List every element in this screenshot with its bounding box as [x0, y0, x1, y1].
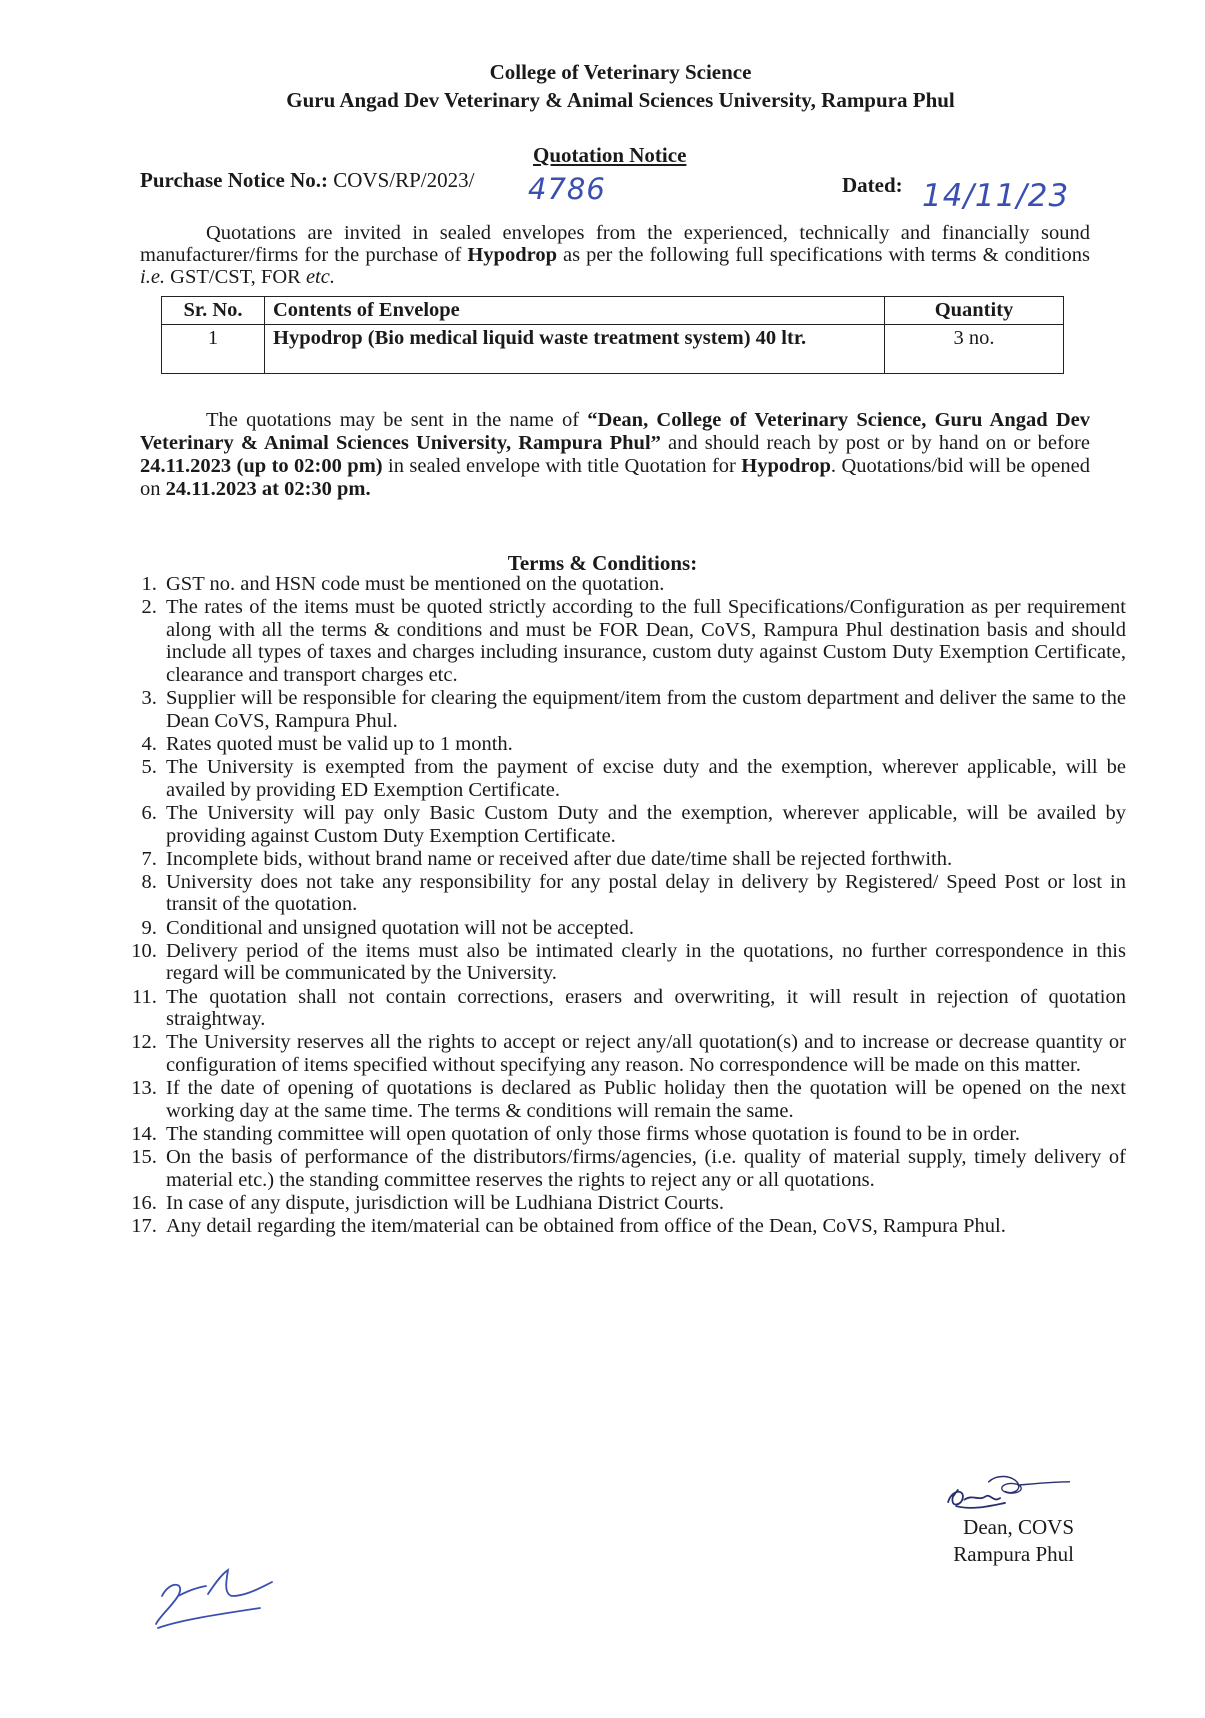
header-contents: Contents of Envelope [265, 297, 885, 325]
university-name: Guru Angad Dev Veterinary & Animal Sciences University, Rampura Phul [286, 88, 955, 112]
term-item: 17. Any detail regarding the item/material can be obtained from office of the Dean, CoVS, Rampura Phul. [162, 1215, 1126, 1238]
cell-contents: Hypodrop (Bio medical liquid waste treatment system) 40 ltr. [265, 325, 885, 374]
intro-ie: i.e. [140, 266, 166, 288]
purchase-notice-prefix: COVS/RP/2023/ [333, 168, 475, 192]
table-header-row [162, 297, 1064, 325]
intro-text: Quotations are invited in sealed envelopes from the experienced, technically and financially sound manufacturer/firms for the purchase of [140, 222, 1090, 266]
table-row [162, 325, 1064, 374]
dated-handwritten: 14/11/23 [922, 178, 1070, 214]
term-item: 1. GST no. and HSN code must be mentioned on the quotation. [162, 573, 1126, 596]
intro-paragraph [140, 222, 1090, 288]
terms-list [120, 573, 1126, 1238]
intro-text-2: as per the following full specifications with terms & conditions [556, 244, 1090, 266]
term-item: 14. The standing committee will open quotation of only those firms whose quotation is found to be in order. [162, 1123, 1126, 1146]
term-item: 9. Conditional and unsigned quotation will not be accepted. [162, 917, 1126, 940]
purchase-number-handwritten: 4786 [528, 172, 606, 206]
term-item: 13. If the date of opening of quotations is declared as Public holiday then the quotation will be opened on the next working day at the same time. The terms & conditions will remain the same. [162, 1077, 1126, 1122]
term-item: 11. The quotation shall not contain corrections, erasers and overwriting, it will result in rejection of quotation straightway. [162, 986, 1126, 1031]
dated-label: Dated: [842, 173, 903, 197]
term-item: 15. On the basis of performance of the distributors/firms/agencies, (i.e. quality of material supply, timely delivery of material etc.) the standing committee reserves the rights to reject any or all quotations. [162, 1146, 1126, 1191]
term-item: 3. Supplier will be responsible for clearing the equipment/item from the custom department and deliver the same to the Dean CoVS, Rampura Phul. [162, 687, 1126, 732]
submission-text-4: . Quotations/bid will be opened on [140, 455, 1090, 500]
signatory-block [944, 1514, 1074, 1568]
terms-heading: Terms & Conditions: [507, 551, 698, 575]
college-name: College of Veterinary Science [489, 60, 752, 84]
term-item: 8. University does not take any responsibility for any postal delay in delivery by Registered/ Speed Post or lost in transit of the quotation. [162, 871, 1126, 916]
header-quantity: Quantity [885, 297, 1064, 325]
submission-text-3: in sealed envelope with title Quotation for [382, 455, 742, 477]
term-item: 4. Rates quoted must be valid up to 1 month. [162, 733, 1126, 756]
intro-etc: etc. [305, 266, 335, 288]
title-item: Hypodrop [741, 455, 831, 477]
submission-paragraph [140, 409, 1090, 501]
deadline: 24.11.2023 (up to 02:00 pm) [140, 455, 383, 477]
cell-quantity: 3 no. [885, 325, 1064, 374]
signatory-title: Dean, COVS [963, 1515, 1074, 1539]
term-item: 2. The rates of the items must be quoted strictly according to the full Specifications/Configuration as per requirement along with all the terms & conditions and must be FOR Dean, CoVS, Rampura Phul destination basis and should include all types of taxes and charges including insurance, custom duty against Custom Duty Exemption Certificate, clearance and transport charges etc. [162, 596, 1126, 686]
term-item: 16. In case of any dispute, jurisdiction will be Ludhiana District Courts. [162, 1192, 1126, 1215]
notice-title: Quotation Notice [533, 143, 687, 167]
cell-sr-no: 1 [162, 325, 265, 374]
header-sr-no: Sr. No. [162, 297, 265, 325]
term-item: 6. The University will pay only Basic Custom Duty and the exemption, wherever applicable, will be availed by providing against Custom Duty Exemption Certificate. [162, 802, 1126, 847]
submission-text: The quotations may be sent in the name of [206, 409, 588, 431]
purchase-notice-label: Purchase Notice No.: [140, 168, 328, 192]
term-item: 12. The University reserves all the rights to accept or reject any/all quotation(s) and to increase or decrease quantity or configuration of items specified without specifying any reason. No correspondence will be made on this matter. [162, 1031, 1126, 1076]
envelope-table [161, 296, 1064, 374]
addressee: “Dean, College of Veterinary Science, Guru Angad Dev Veterinary & Animal Sciences University, Rampura Phul” [140, 409, 1090, 454]
opening-datetime: 24.11.2023 at 02:30 pm. [165, 478, 371, 500]
initials-signature [150, 1560, 290, 1630]
submission-text-2: and should reach by post or by hand on or before [660, 432, 1090, 454]
term-item: 7. Incomplete bids, without brand name or received after due date/time shall be rejected forthwith. [162, 848, 1126, 871]
intro-item: Hypodrop [467, 244, 557, 266]
term-item: 10. Delivery period of the items must also be intimated clearly in the quotations, no further correspondence in this regard will be communicated by the University. [162, 940, 1126, 985]
intro-text-3: GST/CST, FOR [165, 266, 306, 288]
term-item: 5. The University is exempted from the payment of excise duty and the exemption, wherever applicable, will be availed by providing ED Exemption Certificate. [162, 756, 1126, 801]
signatory-place: Rampura Phul [953, 1542, 1074, 1566]
purchase-notice-line [140, 168, 474, 193]
